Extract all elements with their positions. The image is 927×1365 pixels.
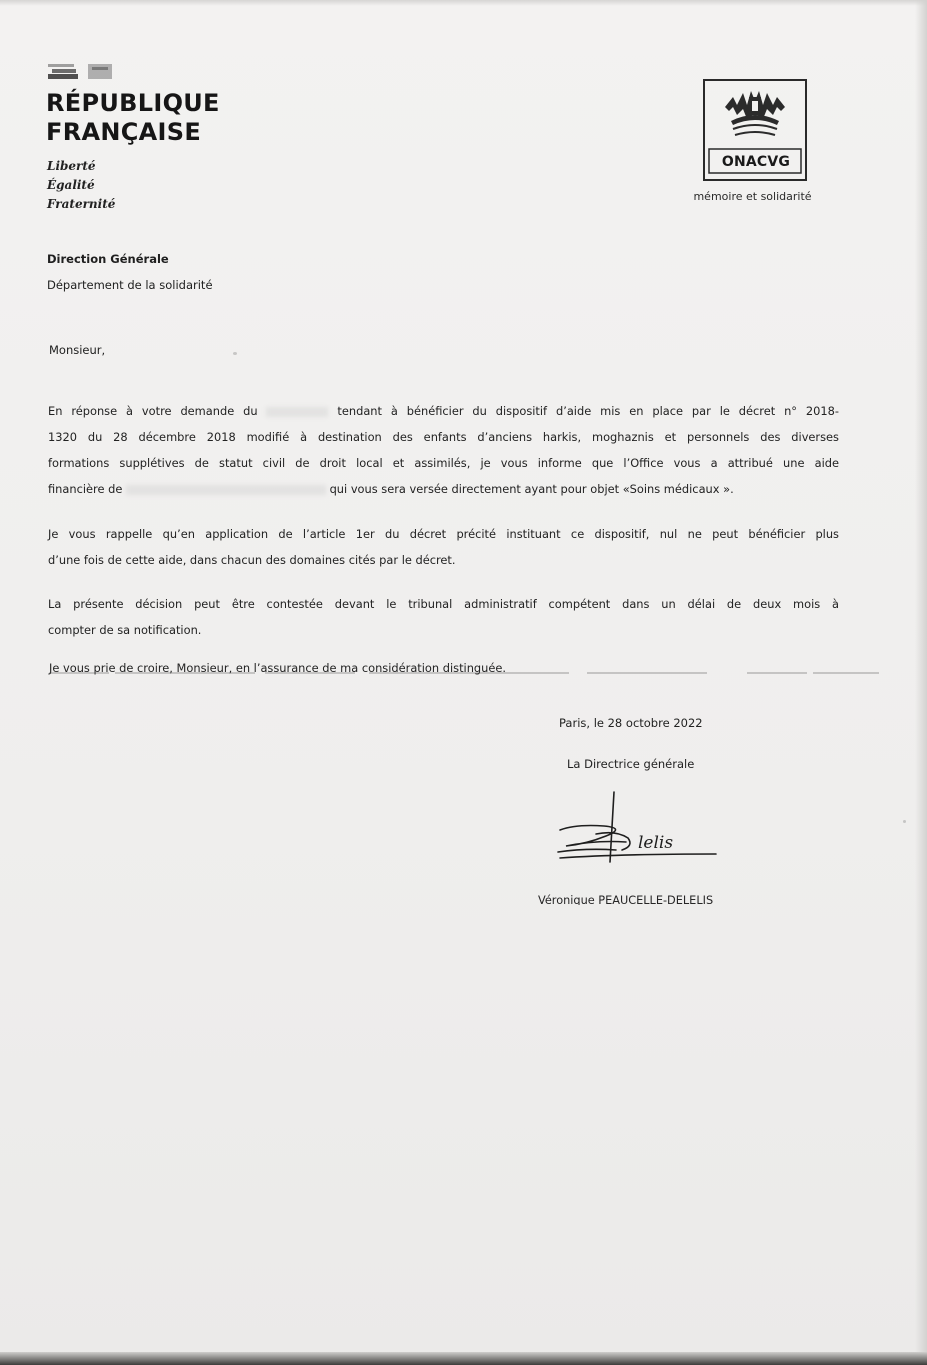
paragraph-line: compter de sa notification.	[48, 623, 202, 637]
paragraph-appeal	[48, 591, 839, 643]
motto-egalite: Égalité	[47, 178, 95, 192]
handwritten-signature	[556, 790, 726, 868]
direction-generale: Direction Générale	[47, 252, 169, 266]
redacted-date	[266, 407, 328, 417]
salutation: Monsieur,	[49, 343, 106, 357]
paragraph-reminder	[48, 521, 839, 573]
paragraph-text: tendant à bénéficier du dispositif d’aide mis en place par le décret n° 2018-	[337, 404, 840, 418]
paragraph-line	[48, 476, 839, 502]
republic-line-2: FRANÇAISE	[46, 118, 202, 146]
onacvg-logo-name: ONACVG	[721, 154, 791, 170]
motto-liberte: Liberté	[47, 159, 96, 173]
paragraph-line	[48, 398, 839, 424]
republique-francaise-title	[46, 89, 220, 147]
scan-artifact-line	[49, 672, 879, 674]
paper-speck	[233, 352, 237, 355]
republic-line-1: RÉPUBLIQUE	[46, 89, 220, 117]
departement: Département de la solidarité	[47, 278, 213, 292]
page-edge-top	[0, 0, 927, 6]
page-edge-bottom	[0, 1352, 927, 1365]
paragraph-text: En réponse à votre demande du	[48, 404, 258, 418]
place-and-date: Paris, le 28 octobre 2022	[559, 716, 703, 730]
paragraph-line: formations supplétives de statut civil de droit local et assimilés, je vous informe que l’Office vous a attribué une aide	[48, 456, 839, 470]
paragraph-text: qui vous sera versée directement ayant pour objet «Soins médicaux ».	[329, 482, 734, 496]
marianne-logo	[48, 61, 118, 81]
motto-fraternite: Fraternité	[47, 197, 116, 211]
paper-speck	[903, 820, 906, 823]
sender-block	[47, 246, 213, 298]
paragraph-text: financière de	[48, 482, 123, 496]
signer-name: Véronique PEAUCELLE-DELELIS	[538, 894, 714, 905]
republic-motto	[47, 157, 115, 214]
paragraph-line: 1320 du 28 décembre 2018 modifié à destination des enfants d’anciens harkis, moghaznis et personnels des diverses	[48, 430, 839, 444]
signature-text: lelis	[638, 833, 674, 853]
paragraph-line: La présente décision peut être contestée devant le tribunal administratif compétent dans un délai de deux mois à	[48, 597, 839, 611]
redacted-amount	[126, 485, 326, 495]
paragraph-line: d’une fois de cette aide, dans chacun des domaines cités par le décret.	[48, 553, 456, 567]
onacvg-tagline: mémoire et solidarité	[693, 190, 812, 203]
closing-formula: Je vous prie de croire, Monsieur, en l’assurance de ma considération distinguée.	[49, 661, 507, 675]
paragraph-line: Je vous rappelle qu’en application de l’article 1er du décret précité instituant ce dispositif, nul ne peut bénéficier plus	[48, 527, 839, 541]
paragraph-decision	[48, 398, 839, 502]
signer-title: La Directrice générale	[567, 757, 695, 771]
page-edge-right	[915, 0, 927, 1365]
